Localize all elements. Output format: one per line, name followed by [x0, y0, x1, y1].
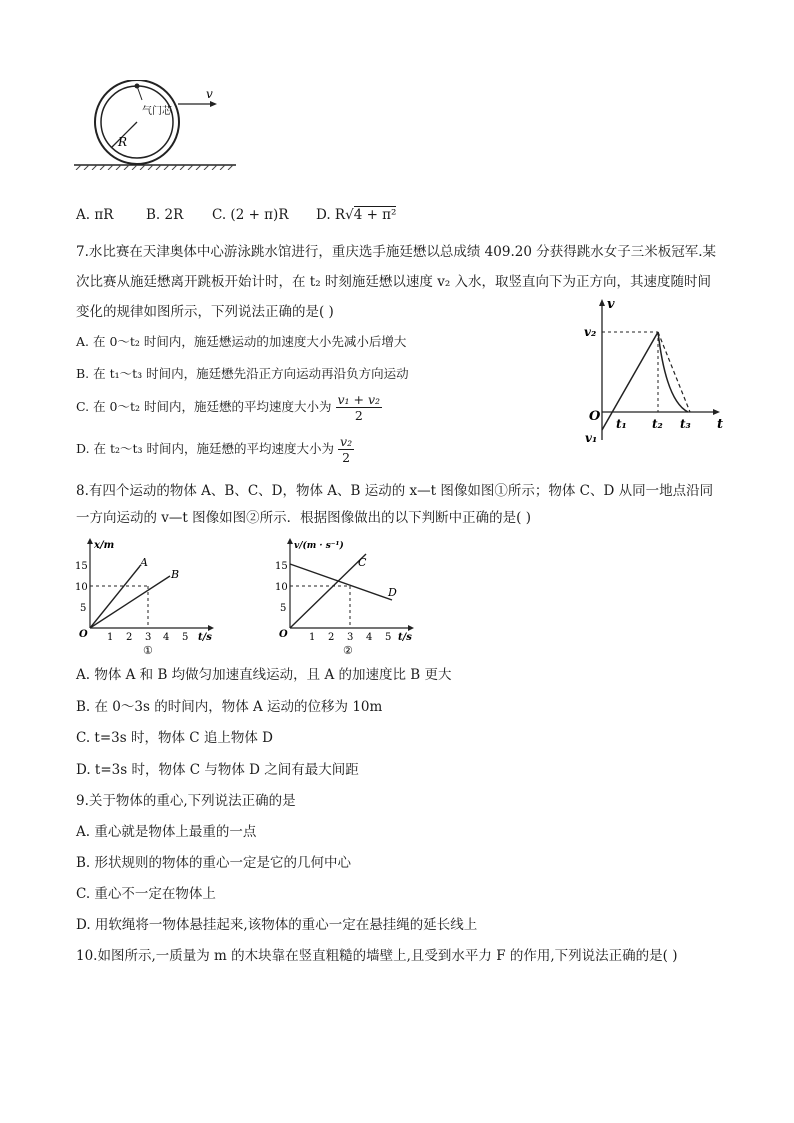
cd-x-tick-2: 2: [328, 632, 335, 643]
sqrt-sign: √: [345, 207, 354, 223]
cd-line-d-label: D: [388, 586, 397, 599]
q6-option-d-prefix: D. R: [316, 207, 346, 223]
q9-option-a: A. 重心就是物体上最重的一点: [76, 824, 257, 840]
q7-stem-line-3: 变化的规律如图所示，下列说法正确的是( ): [76, 304, 334, 320]
q7-option-a: A. 在 0～t₂ 时间内，施廷懋运动的加速度大小先减小后增大: [76, 334, 407, 349]
q9-option-c: C. 重心不一定在物体上: [76, 886, 216, 902]
xt-y-label: x/m: [94, 540, 115, 551]
xt-figure: [74, 536, 224, 660]
vt-x-arrow: [713, 409, 720, 415]
fraction-c-den: 2: [354, 408, 363, 423]
q8-option-c: C. t=3s 时，物体 C 追上物体 D: [76, 730, 274, 746]
q9-option-d: D. 用软绳将一物体悬挂起来,该物体的重心一定在悬挂绳的延长线上: [76, 917, 478, 933]
vt-figure: [580, 296, 730, 446]
xt-line-a-label: A: [140, 556, 148, 569]
q7-option-c: [76, 392, 382, 423]
cd-y-tick-15: 15: [275, 561, 288, 572]
cd-x-tick-5: 5: [385, 632, 392, 643]
cd-y-tick-10: 10: [275, 582, 288, 593]
q8-option-a: A. 物体 A 和 B 均做匀加速直线运动，且 A 的加速度比 B 更大: [76, 667, 452, 683]
xt-x-tick-1: 1: [107, 632, 114, 643]
velocity-label: v: [206, 87, 213, 101]
fraction-d-num: v₂: [340, 434, 353, 449]
q9-stem: 9.关于物体的重心,下列说法正确的是: [76, 793, 296, 809]
xt-x-tick-2: 2: [126, 632, 133, 643]
vt-origin-label: O: [589, 409, 601, 424]
xt-x-arrow: [208, 625, 214, 631]
cd-y-label: v/(m · s⁻¹): [294, 541, 344, 551]
fraction-d-den: 2: [342, 450, 351, 465]
q6-option-d-root: 4 + π²: [353, 207, 397, 223]
q6-option-d: [316, 207, 396, 223]
xt-y-arrow: [87, 538, 93, 544]
cd-line-d: [290, 564, 392, 600]
velocity-arrowhead: [210, 101, 217, 107]
cd-x-tick-1: 1: [309, 632, 316, 643]
fraction-d: [338, 434, 354, 465]
xt-line-b-label: B: [171, 568, 180, 581]
cd-y-tick-5: 5: [280, 603, 287, 614]
q7-option-b: B. 在 t₁～t₃ 时间内，施廷懋先沿正方向运动再沿负方向运动: [76, 366, 409, 381]
q9-option-b: B. 形状规则的物体的重心一定是它的几何中心: [76, 855, 352, 871]
cd-x-tick-4: 4: [366, 632, 373, 643]
q8-option-d: D. t=3s 时，物体 C 与物体 D 之间有最大间距: [76, 762, 359, 778]
vt-v2-label: v₂: [584, 325, 597, 339]
fraction-c-num: v₁ + v₂: [337, 392, 381, 407]
vt-curve-fall: [658, 332, 688, 412]
vt-t1-label: t₁: [616, 417, 627, 431]
q8-stem-line-2: 一方向运动的 v—t 图像如图②所示．根据图像做出的以下判断中正确的是( ): [76, 510, 531, 526]
q7-stem-line-2: 次比赛从施廷懋离开跳板开始计时，在 t₂ 时刻施廷懋以速度 v₂ 入水，取竖直向下为正方向，其速度随时间: [76, 274, 712, 290]
cd-y-arrow: [287, 538, 293, 544]
vt-t-axis-label: t: [717, 417, 724, 432]
q10-stem: 10.如图所示,一质量为 m 的木块靠在竖直粗糙的墙壁上,且受到水平力 F 的作用,下列说法正确的是( ): [76, 948, 678, 964]
cd-origin: O: [279, 629, 288, 640]
vt-y-arrow: [599, 299, 605, 306]
xt-line-a: [90, 566, 140, 628]
xt-caption: ①: [143, 644, 153, 657]
cd-line-c-label: C: [358, 556, 367, 569]
xt-x-tick-4: 4: [163, 632, 170, 643]
cd-line-c: [290, 554, 366, 628]
ring-figure: [70, 80, 240, 170]
cd-x-label: t/s: [398, 632, 412, 643]
q6-option-a: A. πR: [76, 207, 114, 223]
vt-dashed-fall: [658, 332, 690, 412]
vt-v1-label: v₁: [585, 431, 598, 445]
xt-y-tick-5: 5: [80, 603, 87, 614]
xt-line-b: [90, 576, 170, 628]
xt-y-tick-15: 15: [75, 561, 88, 572]
xt-origin: O: [79, 629, 88, 640]
xt-x-label: t/s: [198, 632, 212, 643]
q8-option-b: B. 在 0～3s 的时间内，物体 A 运动的位移为 10m: [76, 699, 383, 715]
xt-x-tick-3: 3: [145, 632, 152, 643]
q8-stem-line-1: 8.有四个运动的物体 A、B、C、D，物体 A、B 运动的 x—t 图像如图①所示；物体 C、D 从同一地点沿同: [76, 483, 714, 499]
vt-t3-label: t₃: [680, 417, 691, 431]
q7-option-d-prefix: D. 在 t₂～t₃ 时间内，施廷懋的平均速度大小为: [76, 441, 335, 456]
cd-caption: ②: [343, 644, 353, 657]
vt-t2-label: t₂: [652, 417, 663, 431]
radius-label: R: [118, 135, 128, 149]
xt-y-tick-10: 10: [75, 582, 88, 593]
q7-stem-line-1: 7.水比赛在天津奥体中心游泳跳水馆进行，重庆选手施廷懋以总成绩 409.20 分获得跳水女子三米板冠军.某: [76, 244, 716, 260]
xt-x-tick-5: 5: [182, 632, 189, 643]
q7-option-d: [76, 434, 354, 465]
valve-label: 气门芯: [142, 106, 172, 117]
cd-vt-figure: [274, 536, 424, 660]
valve-dot: [135, 84, 140, 89]
fraction-c: [336, 392, 383, 423]
q6-option-c: C. (2 + π)R: [212, 207, 289, 223]
vt-line-rise: [602, 332, 658, 430]
vt-v-axis-label: v: [607, 297, 615, 312]
cd-x-arrow: [408, 625, 414, 631]
q7-option-c-prefix: C. 在 0～t₂ 时间内，施廷懋的平均速度大小为: [76, 399, 332, 414]
q6-option-b: B. 2R: [146, 207, 184, 223]
cd-x-tick-3: 3: [347, 632, 354, 643]
